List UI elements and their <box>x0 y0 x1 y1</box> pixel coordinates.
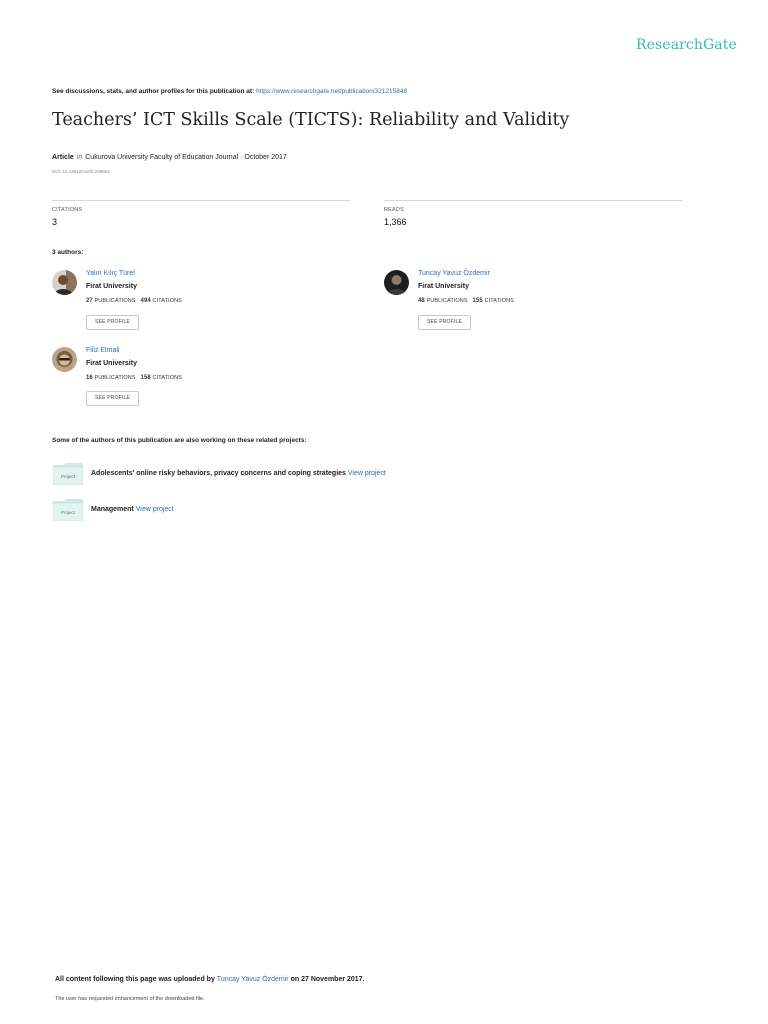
avatar-photo-icon <box>52 347 77 372</box>
citations-label: CITATIONS <box>484 298 514 304</box>
publications-count: 48 <box>418 298 425 304</box>
citations-divider <box>52 200 350 201</box>
project-item <box>91 470 386 477</box>
authors-heading: 3 authors: <box>52 249 84 256</box>
doi: DOI: 10.14812/cuefd.298864 <box>52 169 110 174</box>
publications-count: 16 <box>86 375 93 381</box>
article-type: Article <box>52 154 74 161</box>
reads-divider <box>384 200 683 201</box>
citations-label: CITATIONS <box>152 375 182 381</box>
see-profile-button[interactable]: SEE PROFILE <box>418 315 471 330</box>
author-affiliation: Firat University <box>86 360 137 367</box>
discussion-line <box>52 88 407 95</box>
reads-value: 1,366 <box>384 217 407 227</box>
avatar[interactable] <box>52 270 77 295</box>
project-title: Adolescents' online risky behaviors, privacy concerns and coping strategies <box>91 470 346 477</box>
upload-prefix: All content following this page was uploaded by <box>55 976 215 983</box>
avatar-photo-icon <box>384 270 409 295</box>
publications-count: 27 <box>86 298 93 304</box>
project-folder-icon <box>53 499 83 521</box>
author-affiliation: Firat University <box>86 283 137 290</box>
project-folder-icon <box>53 463 83 485</box>
publication-title: Teachers’ ICT Skills Scale (TICTS): Reliability and Validity <box>52 110 570 130</box>
publications-label: PUBLICATIONS <box>94 298 136 304</box>
projects-heading: Some of the authors of this publication are also working on these related projects: <box>52 437 307 444</box>
publication-url-link[interactable]: https://www.researchgate.net/publication/321215848 <box>256 88 408 95</box>
avatar-photo-icon <box>52 270 77 295</box>
enhancement-note: The user has requested enhancement of the downloaded file. <box>55 996 205 1002</box>
reads-label: READS <box>384 207 404 213</box>
publication-meta <box>52 154 287 161</box>
author-stats <box>86 298 182 304</box>
author-stats <box>418 298 514 304</box>
view-project-link[interactable]: View project <box>135 506 174 513</box>
author-name-link[interactable]: Filiz Elmali <box>86 347 120 354</box>
project-title: Management <box>91 506 134 513</box>
project-icon-label: Project <box>60 510 76 515</box>
upload-suffix: on 27 November 2017. <box>290 976 365 983</box>
avatar[interactable] <box>384 270 409 295</box>
discussion-text: See discussions, stats, and author profiles for this publication at: <box>52 88 255 95</box>
uploader-link[interactable]: Tuncay Yavuz Özdemir <box>216 976 289 983</box>
citations-label: CITATIONS <box>52 207 83 213</box>
in-word: in <box>76 154 83 161</box>
citations-label: CITATIONS <box>152 298 182 304</box>
citations-count: 155 <box>472 298 483 304</box>
citations-count: 494 <box>140 298 151 304</box>
journal-name: Cukurova University Faculty of Education Journal · October 2017 <box>85 154 287 161</box>
view-project-link[interactable]: View project <box>347 470 386 477</box>
author-affiliation: Firat University <box>418 283 469 290</box>
citations-value: 3 <box>52 217 58 227</box>
citations-count: 158 <box>140 375 151 381</box>
publications-label: PUBLICATIONS <box>426 298 468 304</box>
see-profile-button[interactable]: SEE PROFILE <box>86 315 139 330</box>
author-name-link[interactable]: Tuncay Yavuz Özdemir <box>418 270 490 277</box>
researchgate-logo[interactable]: ResearchGate <box>636 37 737 53</box>
author-stats <box>86 375 182 381</box>
project-item <box>91 506 174 513</box>
see-profile-button[interactable]: SEE PROFILE <box>86 391 139 406</box>
project-icon-label: Project <box>60 474 76 479</box>
author-name-link[interactable]: Yalın Kılıç Türel <box>86 270 135 277</box>
upload-info <box>55 976 365 983</box>
avatar[interactable] <box>52 347 77 372</box>
publications-label: PUBLICATIONS <box>94 375 136 381</box>
